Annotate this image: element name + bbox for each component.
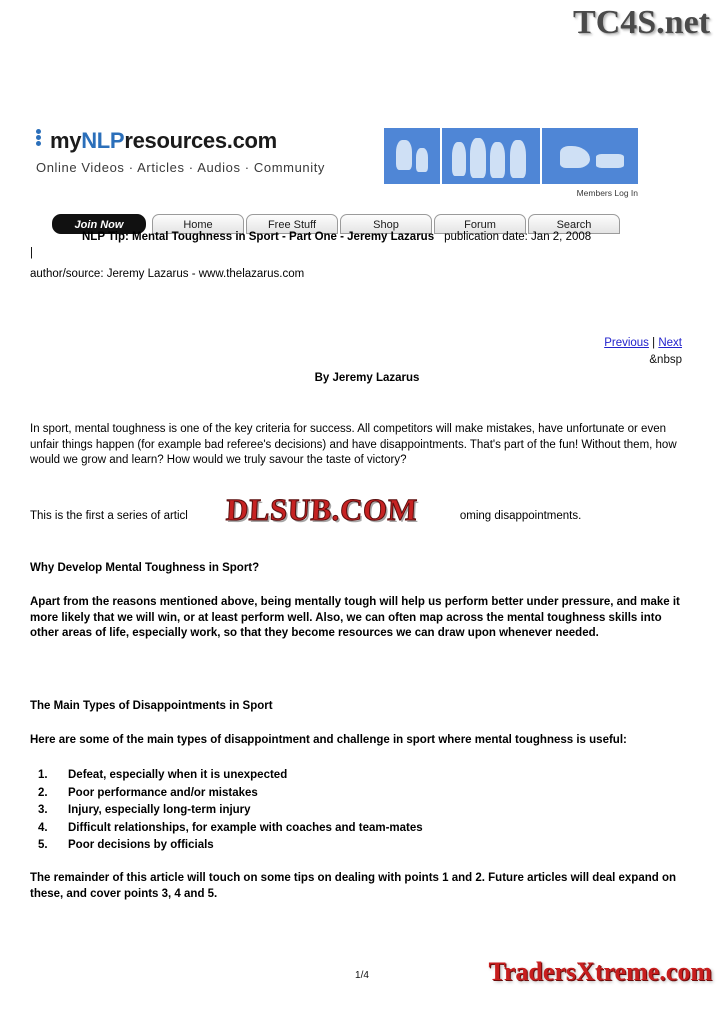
article-publication-date: publication date: Jan 2, 2008 <box>444 231 592 243</box>
previous-link[interactable]: Previous <box>604 337 649 349</box>
list-item <box>30 820 680 838</box>
dlsub-watermark: DLSUB.COM <box>225 492 419 527</box>
members-login-link[interactable]: Members Log In <box>576 188 638 198</box>
logo-dots-icon <box>36 128 50 147</box>
article-paragraph-4: Here are some of the main types of disappointment and challenge in sport where mental toughness is useful: <box>30 734 627 746</box>
article-byline: By Jeremy Lazarus <box>314 372 420 384</box>
list-item <box>30 802 680 820</box>
logo-resources: resources.com <box>124 128 277 153</box>
nav-tab-shop[interactable]: Shop <box>340 214 432 234</box>
article-paragraph-2-end: oming disappointments. <box>459 510 582 522</box>
next-link[interactable]: Next <box>658 337 682 349</box>
nav-tab-join-now[interactable]: Join Now <box>52 214 146 234</box>
logo-my: my <box>50 128 82 153</box>
banner-photo-1 <box>384 128 440 184</box>
nav-tab-home[interactable]: Home <box>152 214 244 234</box>
nav-tab-free-stuff[interactable]: Free Stuff <box>246 214 338 234</box>
list-item-text: Poor decisions by officials <box>68 839 214 851</box>
list-item-number: 4. <box>38 821 48 834</box>
tc4s-watermark: TC4S.net <box>573 4 710 41</box>
list-item <box>30 837 680 855</box>
logo-tagline: Online Videos · Articles · Audios · Community <box>36 160 326 175</box>
logo-wordmark <box>36 128 376 154</box>
article-paragraph-1: In sport, mental toughness is one of the key criteria for success. All competitors will make mistakes, have unfortunate or even unfair things happen (for example bad referee's decisions) and have disappointments. That's part of the fun! Without them, how would we grow and learn? How would we truly savour the taste of victory? <box>30 423 677 467</box>
article-header <box>30 231 694 243</box>
banner-photo-3 <box>542 128 638 184</box>
disappointment-list <box>30 767 680 855</box>
article-pager <box>604 337 682 349</box>
article-title: NLP Tip: Mental Toughness in Sport - Part One - Jeremy Lazarus <box>82 231 435 243</box>
banner-photo-2 <box>442 128 540 184</box>
nav-tab-search[interactable]: Search <box>528 214 620 234</box>
list-item-text: Defeat, especially when it is unexpected <box>68 769 288 781</box>
article-paragraph-5: The remainder of this article will touch on some tips on dealing with points 1 and 2. Future articles will deal expand on these, and cover points 3, 4 and 5. <box>30 872 677 900</box>
logo-nlp: NLP <box>81 128 125 153</box>
article-heading-2: The Main Types of Disappointments in Sport <box>30 700 273 712</box>
site-banner <box>36 128 638 206</box>
page-number: 1/4 <box>355 970 369 981</box>
list-item-text: Poor performance and/or mistakes <box>68 786 258 799</box>
list-item-number: 1. <box>38 769 48 781</box>
article-pipe-separator: | <box>30 247 33 259</box>
tradersxtreme-watermark: TradersXtreme.com <box>488 957 712 986</box>
list-item-text: Injury, especially long-term injury <box>68 804 251 816</box>
list-item-number: 5. <box>38 839 48 851</box>
article-paragraph-2-start: This is the first a series of articl <box>30 510 188 522</box>
list-item-number: 2. <box>38 786 48 799</box>
list-item <box>30 767 680 785</box>
site-logo[interactable] <box>36 128 376 198</box>
article-author-source: author/source: Jeremy Lazarus - www.thelazarus.com <box>30 268 305 280</box>
article-heading-1: Why Develop Mental Toughness in Sport? <box>30 562 260 574</box>
article-paragraph-3: Apart from the reasons mentioned above, being mentally tough will help us perform better under pressure, and make it more likely that we will win, or at least perform well. Also, we can often map across the mental toughness skills into other areas of life, especially work, so that they become resources we can draw upon whenever needed. <box>30 596 680 640</box>
list-item-number: 3. <box>38 804 48 816</box>
list-item <box>30 785 680 803</box>
banner-photo-strip <box>384 128 638 186</box>
nbsp-text: &nbsp <box>649 354 682 366</box>
list-item-text: Difficult relationships, for example with coaches and team-mates <box>68 821 423 834</box>
nav-tab-forum[interactable]: Forum <box>434 214 526 234</box>
pager-separator: | <box>652 337 656 349</box>
